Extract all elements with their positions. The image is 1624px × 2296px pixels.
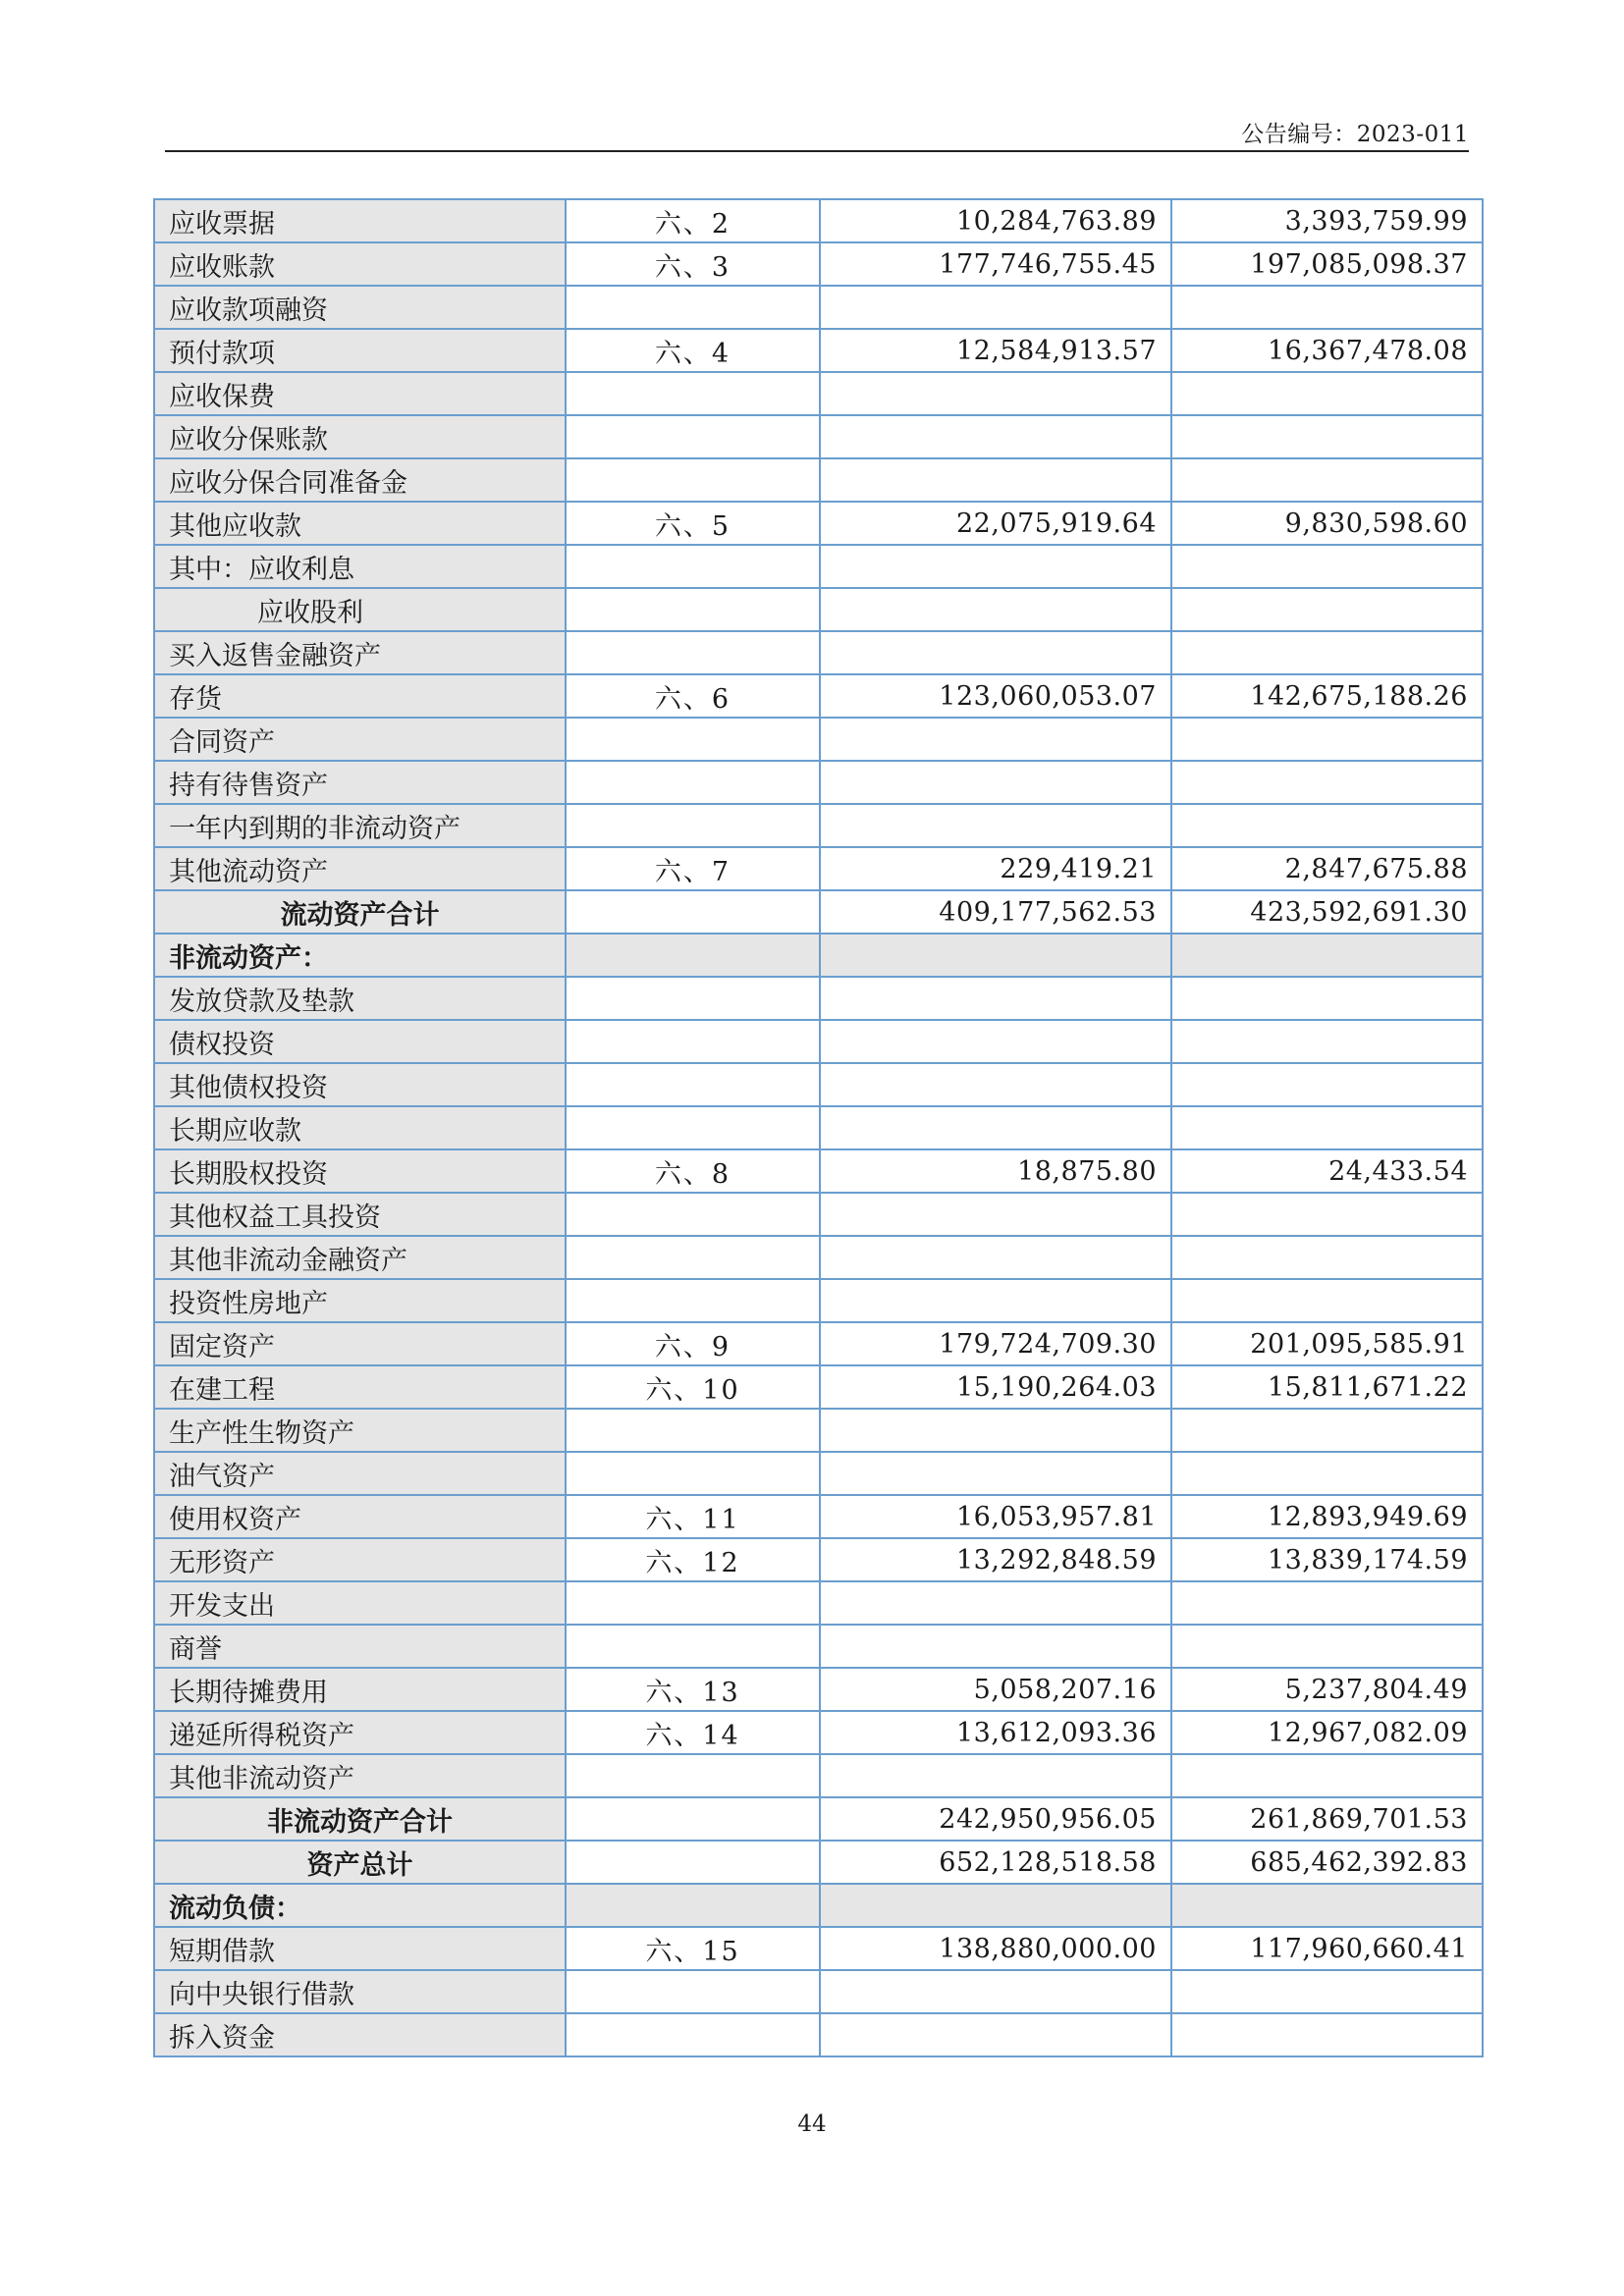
prior-period-cell [1171, 977, 1483, 1020]
announcement-number: 公告编号：2023-011 [1241, 122, 1469, 147]
prior-period-cell [1171, 588, 1483, 631]
line-item-cell: 其他非流动金融资产 [154, 1236, 566, 1279]
prior-period-cell [1171, 1236, 1483, 1279]
current-period-cell: 15,190,264.03 [820, 1365, 1171, 1409]
current-period-cell [820, 761, 1171, 804]
note-ref-cell [566, 1625, 820, 1668]
note-ref-cell [566, 631, 820, 674]
table-row [154, 1063, 1483, 1106]
page-number: 44 [797, 2111, 827, 2137]
prior-period-cell [1171, 1884, 1483, 1927]
current-period-cell [820, 1106, 1171, 1149]
line-item-cell: 买入返售金融资产 [154, 631, 566, 674]
prior-period-cell: 5,237,804.49 [1171, 1668, 1483, 1711]
note-ref-cell: 六、10 [566, 1365, 820, 1409]
note-ref-cell: 六、3 [566, 242, 820, 286]
line-item-cell: 其他权益工具投资 [154, 1193, 566, 1236]
table-row [154, 1409, 1483, 1452]
balance-sheet-body [154, 199, 1483, 2056]
note-ref-cell [566, 1236, 820, 1279]
balance-sheet-table [153, 198, 1484, 2057]
note-ref-cell [566, 1884, 820, 1927]
prior-period-cell: 3,393,759.99 [1171, 199, 1483, 242]
current-period-cell [820, 1581, 1171, 1625]
line-item-cell: 油气资产 [154, 1452, 566, 1495]
note-ref-cell [566, 1797, 820, 1841]
table-row [154, 1193, 1483, 1236]
note-ref-cell [566, 761, 820, 804]
note-ref-cell [566, 545, 820, 588]
prior-period-cell [1171, 1409, 1483, 1452]
line-item-cell: 非流动资产合计 [154, 1797, 566, 1841]
line-item-cell: 向中央银行借款 [154, 1970, 566, 2013]
line-item-cell: 固定资产 [154, 1322, 566, 1365]
current-period-cell [820, 631, 1171, 674]
current-period-cell [820, 458, 1171, 502]
note-ref-cell [566, 890, 820, 934]
current-period-cell [820, 1063, 1171, 1106]
table-row [154, 1970, 1483, 2013]
current-period-cell [820, 1884, 1171, 1927]
table-row [154, 934, 1483, 977]
current-period-cell: 652,128,518.58 [820, 1841, 1171, 1884]
current-period-cell: 229,419.21 [820, 847, 1171, 890]
line-item-cell: 其他非流动资产 [154, 1754, 566, 1797]
prior-period-cell [1171, 2013, 1483, 2056]
note-ref-cell [566, 1970, 820, 2013]
line-item-cell: 流动资产合计 [154, 890, 566, 934]
table-row [154, 1711, 1483, 1754]
current-period-cell: 22,075,919.64 [820, 502, 1171, 545]
line-item-cell: 应收款项融资 [154, 286, 566, 329]
table-row [154, 631, 1483, 674]
line-item-cell: 其他债权投资 [154, 1063, 566, 1106]
note-ref-cell: 六、8 [566, 1149, 820, 1193]
table-row [154, 199, 1483, 242]
line-item-cell: 其他应收款 [154, 502, 566, 545]
table-row [154, 588, 1483, 631]
table-row [154, 1149, 1483, 1193]
line-item-cell: 短期借款 [154, 1927, 566, 1970]
table-row [154, 1538, 1483, 1581]
prior-period-cell: 2,847,675.88 [1171, 847, 1483, 890]
table-row [154, 1322, 1483, 1365]
prior-period-cell [1171, 761, 1483, 804]
prior-period-cell: 201,095,585.91 [1171, 1322, 1483, 1365]
line-item-cell: 长期应收款 [154, 1106, 566, 1149]
prior-period-cell [1171, 286, 1483, 329]
note-ref-cell: 六、12 [566, 1538, 820, 1581]
table-row [154, 372, 1483, 415]
note-ref-cell [566, 1409, 820, 1452]
prior-period-cell [1171, 1754, 1483, 1797]
header-divider [165, 150, 1469, 152]
line-item-cell: 应收账款 [154, 242, 566, 286]
current-period-cell: 10,284,763.89 [820, 199, 1171, 242]
note-ref-cell [566, 286, 820, 329]
prior-period-cell [1171, 934, 1483, 977]
current-period-cell [820, 415, 1171, 458]
table-row [154, 890, 1483, 934]
line-item-cell: 应收分保账款 [154, 415, 566, 458]
prior-period-cell [1171, 718, 1483, 761]
current-period-cell: 12,584,913.57 [820, 329, 1171, 372]
note-ref-cell: 六、7 [566, 847, 820, 890]
table-row [154, 458, 1483, 502]
line-item-cell: 债权投资 [154, 1020, 566, 1063]
table-row [154, 1020, 1483, 1063]
note-ref-cell [566, 1841, 820, 1884]
prior-period-cell [1171, 1625, 1483, 1668]
table-row [154, 977, 1483, 1020]
note-ref-cell [566, 1063, 820, 1106]
current-period-cell: 177,746,755.45 [820, 242, 1171, 286]
table-row [154, 545, 1483, 588]
line-item-cell: 发放贷款及垫款 [154, 977, 566, 1020]
prior-period-cell: 24,433.54 [1171, 1149, 1483, 1193]
line-item-cell: 拆入资金 [154, 2013, 566, 2056]
line-item-cell: 商誉 [154, 1625, 566, 1668]
prior-period-cell: 423,592,691.30 [1171, 890, 1483, 934]
line-item-cell: 应收票据 [154, 199, 566, 242]
current-period-cell: 138,880,000.00 [820, 1927, 1171, 1970]
table-row [154, 2013, 1483, 2056]
note-ref-cell [566, 1193, 820, 1236]
current-period-cell [820, 718, 1171, 761]
prior-period-cell [1171, 1106, 1483, 1149]
table-row [154, 1625, 1483, 1668]
note-ref-cell: 六、5 [566, 502, 820, 545]
current-period-cell [820, 977, 1171, 1020]
note-ref-cell: 六、15 [566, 1927, 820, 1970]
line-item-cell: 使用权资产 [154, 1495, 566, 1538]
table-row [154, 502, 1483, 545]
note-ref-cell: 六、2 [566, 199, 820, 242]
current-period-cell [820, 545, 1171, 588]
prior-period-cell [1171, 1193, 1483, 1236]
line-item-cell: 开发支出 [154, 1581, 566, 1625]
current-period-cell: 13,612,093.36 [820, 1711, 1171, 1754]
table-row [154, 1841, 1483, 1884]
prior-period-cell: 685,462,392.83 [1171, 1841, 1483, 1884]
prior-period-cell [1171, 804, 1483, 847]
note-ref-cell [566, 977, 820, 1020]
table-row [154, 1884, 1483, 1927]
line-item-cell: 无形资产 [154, 1538, 566, 1581]
prior-period-cell: 197,085,098.37 [1171, 242, 1483, 286]
table-row [154, 1106, 1483, 1149]
prior-period-cell: 13,839,174.59 [1171, 1538, 1483, 1581]
table-row [154, 1279, 1483, 1322]
note-ref-cell [566, 804, 820, 847]
line-item-cell: 在建工程 [154, 1365, 566, 1409]
prior-period-cell [1171, 1581, 1483, 1625]
prior-period-cell [1171, 1279, 1483, 1322]
prior-period-cell [1171, 1063, 1483, 1106]
current-period-cell: 242,950,956.05 [820, 1797, 1171, 1841]
note-ref-cell [566, 1452, 820, 1495]
current-period-cell: 18,875.80 [820, 1149, 1171, 1193]
current-period-cell [820, 1193, 1171, 1236]
current-period-cell [820, 372, 1171, 415]
prior-period-cell: 261,869,701.53 [1171, 1797, 1483, 1841]
line-item-cell: 持有待售资产 [154, 761, 566, 804]
note-ref-cell: 六、14 [566, 1711, 820, 1754]
table-row [154, 1754, 1483, 1797]
prior-period-cell [1171, 631, 1483, 674]
table-row [154, 718, 1483, 761]
prior-period-cell: 15,811,671.22 [1171, 1365, 1483, 1409]
current-period-cell [820, 804, 1171, 847]
line-item-cell: 非流动资产： [154, 934, 566, 977]
line-item-cell: 应收保费 [154, 372, 566, 415]
current-period-cell: 179,724,709.30 [820, 1322, 1171, 1365]
table-row [154, 1797, 1483, 1841]
table-row [154, 1581, 1483, 1625]
line-item-cell: 一年内到期的非流动资产 [154, 804, 566, 847]
line-item-cell: 资产总计 [154, 1841, 566, 1884]
line-item-cell: 投资性房地产 [154, 1279, 566, 1322]
line-item-cell: 流动负债： [154, 1884, 566, 1927]
current-period-cell [820, 1970, 1171, 2013]
table-row [154, 804, 1483, 847]
note-ref-cell: 六、6 [566, 674, 820, 718]
current-period-cell: 5,058,207.16 [820, 1668, 1171, 1711]
table-row [154, 415, 1483, 458]
current-period-cell: 13,292,848.59 [820, 1538, 1171, 1581]
current-period-cell [820, 1236, 1171, 1279]
table-row [154, 242, 1483, 286]
prior-period-cell [1171, 1020, 1483, 1063]
prior-period-cell: 12,967,082.09 [1171, 1711, 1483, 1754]
prior-period-cell: 117,960,660.41 [1171, 1927, 1483, 1970]
current-period-cell [820, 1625, 1171, 1668]
prior-period-cell [1171, 1970, 1483, 2013]
note-ref-cell [566, 1106, 820, 1149]
line-item-cell: 合同资产 [154, 718, 566, 761]
current-period-cell [820, 1452, 1171, 1495]
prior-period-cell: 9,830,598.60 [1171, 502, 1483, 545]
prior-period-cell [1171, 1452, 1483, 1495]
line-item-cell: 预付款项 [154, 329, 566, 372]
note-ref-cell [566, 934, 820, 977]
line-item-cell: 存货 [154, 674, 566, 718]
current-period-cell [820, 2013, 1171, 2056]
prior-period-cell [1171, 545, 1483, 588]
table-row [154, 761, 1483, 804]
note-ref-cell [566, 458, 820, 502]
note-ref-cell [566, 718, 820, 761]
line-item-cell: 长期股权投资 [154, 1149, 566, 1193]
prior-period-cell [1171, 458, 1483, 502]
note-ref-cell [566, 372, 820, 415]
current-period-cell [820, 1279, 1171, 1322]
note-ref-cell [566, 1754, 820, 1797]
current-period-cell [820, 1409, 1171, 1452]
current-period-cell [820, 286, 1171, 329]
note-ref-cell [566, 1581, 820, 1625]
current-period-cell: 123,060,053.07 [820, 674, 1171, 718]
note-ref-cell [566, 415, 820, 458]
prior-period-cell [1171, 372, 1483, 415]
table-row [154, 1927, 1483, 1970]
table-row [154, 1365, 1483, 1409]
table-row [154, 1668, 1483, 1711]
line-item-cell: 递延所得税资产 [154, 1711, 566, 1754]
line-item-cell: 长期待摊费用 [154, 1668, 566, 1711]
current-period-cell: 16,053,957.81 [820, 1495, 1171, 1538]
line-item-cell: 其中：应收利息 [154, 545, 566, 588]
note-ref-cell: 六、9 [566, 1322, 820, 1365]
current-period-cell [820, 1020, 1171, 1063]
note-ref-cell: 六、13 [566, 1668, 820, 1711]
current-period-cell [820, 588, 1171, 631]
current-period-cell [820, 934, 1171, 977]
prior-period-cell [1171, 415, 1483, 458]
prior-period-cell: 16,367,478.08 [1171, 329, 1483, 372]
note-ref-cell [566, 2013, 820, 2056]
line-item-cell: 应收分保合同准备金 [154, 458, 566, 502]
current-period-cell: 409,177,562.53 [820, 890, 1171, 934]
line-item-cell: 生产性生物资产 [154, 1409, 566, 1452]
current-period-cell [820, 1754, 1171, 1797]
prior-period-cell: 142,675,188.26 [1171, 674, 1483, 718]
table-row [154, 329, 1483, 372]
note-ref-cell [566, 588, 820, 631]
table-row [154, 847, 1483, 890]
line-item-cell: 其他流动资产 [154, 847, 566, 890]
note-ref-cell: 六、4 [566, 329, 820, 372]
note-ref-cell [566, 1279, 820, 1322]
prior-period-cell: 12,893,949.69 [1171, 1495, 1483, 1538]
note-ref-cell [566, 1020, 820, 1063]
note-ref-cell: 六、11 [566, 1495, 820, 1538]
table-row [154, 674, 1483, 718]
line-item-cell: 应收股利 [154, 588, 566, 631]
table-row [154, 1452, 1483, 1495]
table-row [154, 1236, 1483, 1279]
table-row [154, 286, 1483, 329]
table-row [154, 1495, 1483, 1538]
